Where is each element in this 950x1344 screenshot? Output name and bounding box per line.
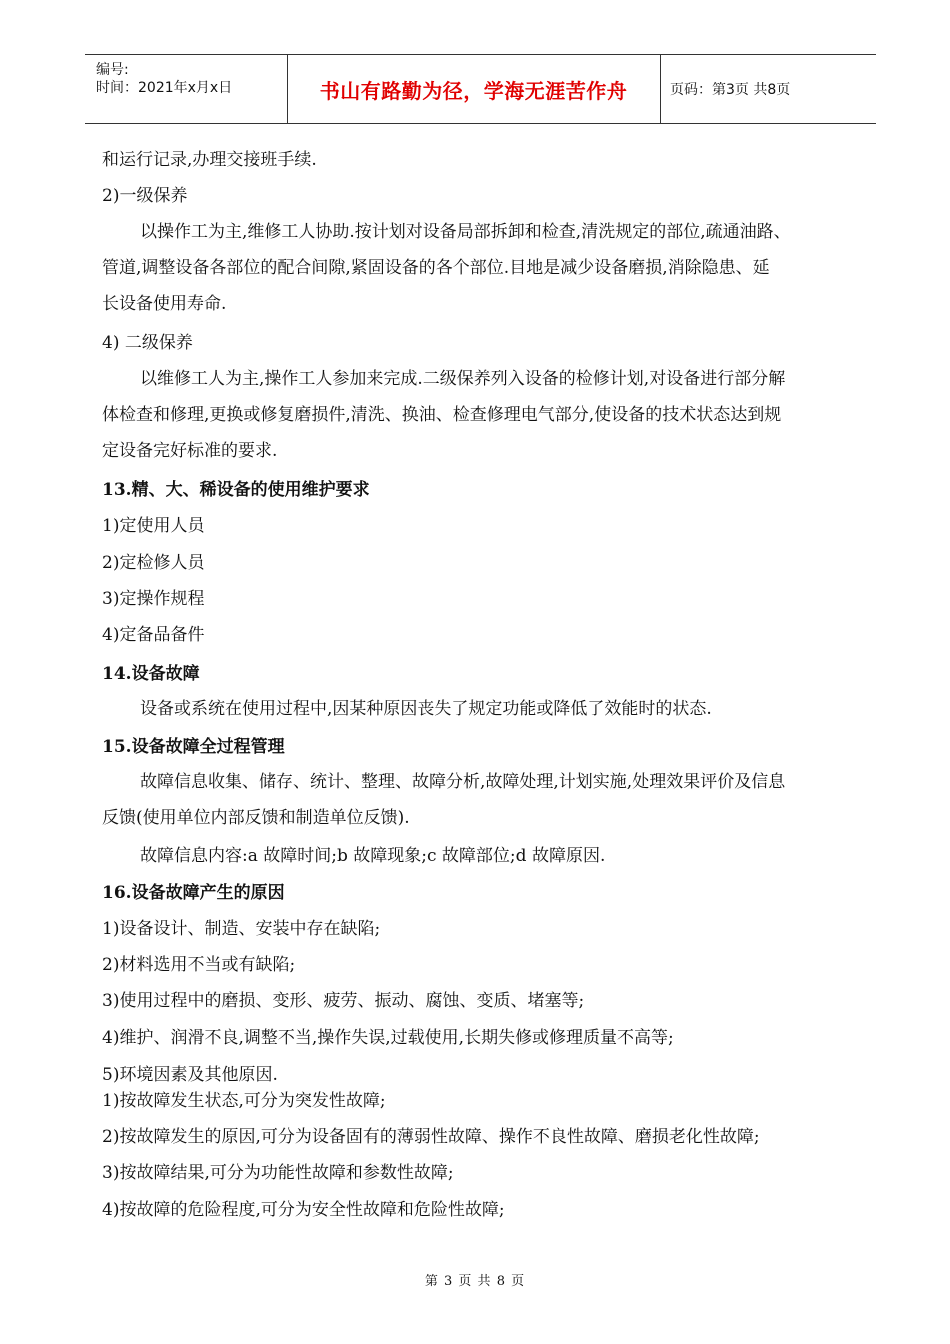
body-text-line: 故障信息收集、储存、统计、整理、故障分析,故障处理,计划实施,处理效果评价及信息	[140, 772, 786, 792]
header-motto: 书山有路勤为径，学海无涯苦作舟	[287, 55, 661, 123]
document-time-label: 时间：2021年x月x日	[96, 80, 233, 96]
body-text-line: 以维修工人为主,操作工人参加来完成.二级保养列入设备的检修计划,对设备进行部分解	[140, 369, 786, 389]
body-text-line: 2)一级保养	[102, 186, 188, 206]
body-text-line: 2)定检修人员	[102, 553, 205, 573]
body-text-line: 长设备使用寿命.	[102, 294, 227, 314]
document-number-label: 编号:	[96, 62, 129, 78]
body-text-line: 4)维护、润滑不良,调整不当,操作失误,过载使用,长期失修或修理质量不高等;	[102, 1028, 674, 1048]
body-text-line: 和运行记录,办理交接班手续.	[102, 150, 317, 170]
body-text-line: 3)定操作规程	[102, 589, 205, 609]
body-text-line: 体检查和修理,更换或修复磨损件,清洗、换油、检查修理电气部分,使设备的技术状态达到规	[102, 405, 782, 425]
body-text-line: 反馈(使用单位内部反馈和制造单位反馈).	[102, 808, 410, 828]
header-meta	[85, 55, 288, 123]
section-heading: 15.设备故障全过程管理	[102, 737, 285, 757]
section-heading: 16.设备故障产生的原因	[102, 883, 285, 903]
header-page-info	[660, 55, 876, 123]
body-text-line: 2)材料选用不当或有缺陷;	[102, 955, 296, 975]
body-text-line: 3)按故障结果,可分为功能性故障和参数性故障;	[102, 1163, 454, 1183]
body-text-line: 1)设备设计、制造、安装中存在缺陷;	[102, 919, 381, 939]
body-text-line: 设备或系统在使用过程中,因某种原因丧失了规定功能或降低了效能时的状态.	[140, 699, 712, 719]
body-text-line: 定设备完好标准的要求.	[102, 441, 278, 461]
body-text-line: 4)按故障的危险程度,可分为安全性故障和危险性故障;	[102, 1200, 505, 1220]
body-text-line: 管道,调整设备各部位的配合间隙,紧固设备的各个部位.目地是减少设备磨损,消除隐患、延	[102, 258, 770, 278]
body-text-line: 4)定备品备件	[102, 625, 205, 645]
body-text-line: 1)定使用人员	[102, 516, 205, 536]
body-text-line: 3)使用过程中的磨损、变形、疲劳、振动、腐蚀、变质、堵塞等;	[102, 991, 585, 1011]
body-text-line: 故障信息内容:a 故障时间;b 故障现象;c 故障部位;d 故障原因.	[140, 846, 606, 866]
page-footer: 第 3 页 共 8 页	[424, 1274, 526, 1289]
page-header	[85, 54, 876, 124]
body-text-line: 2)按故障发生的原因,可分为设备固有的薄弱性故障、操作不良性故障、磨损老化性故障;	[102, 1127, 760, 1147]
body-text-line: 1)按故障发生状态,可分为突发性故障;	[102, 1091, 386, 1111]
body-text-line: 4) 二级保养	[102, 333, 193, 353]
section-heading: 13.精、大、稀设备的使用维护要求	[102, 480, 370, 500]
page-info-text: 页码：第3页 共8页	[670, 82, 791, 98]
body-text-line: 5)环境因素及其他原因.	[102, 1065, 278, 1085]
section-heading: 14.设备故障	[102, 664, 200, 684]
body-text-line: 以操作工为主,维修工人协助.按计划对设备局部拆卸和检查,清洗规定的部位,疏通油路、	[140, 222, 791, 242]
